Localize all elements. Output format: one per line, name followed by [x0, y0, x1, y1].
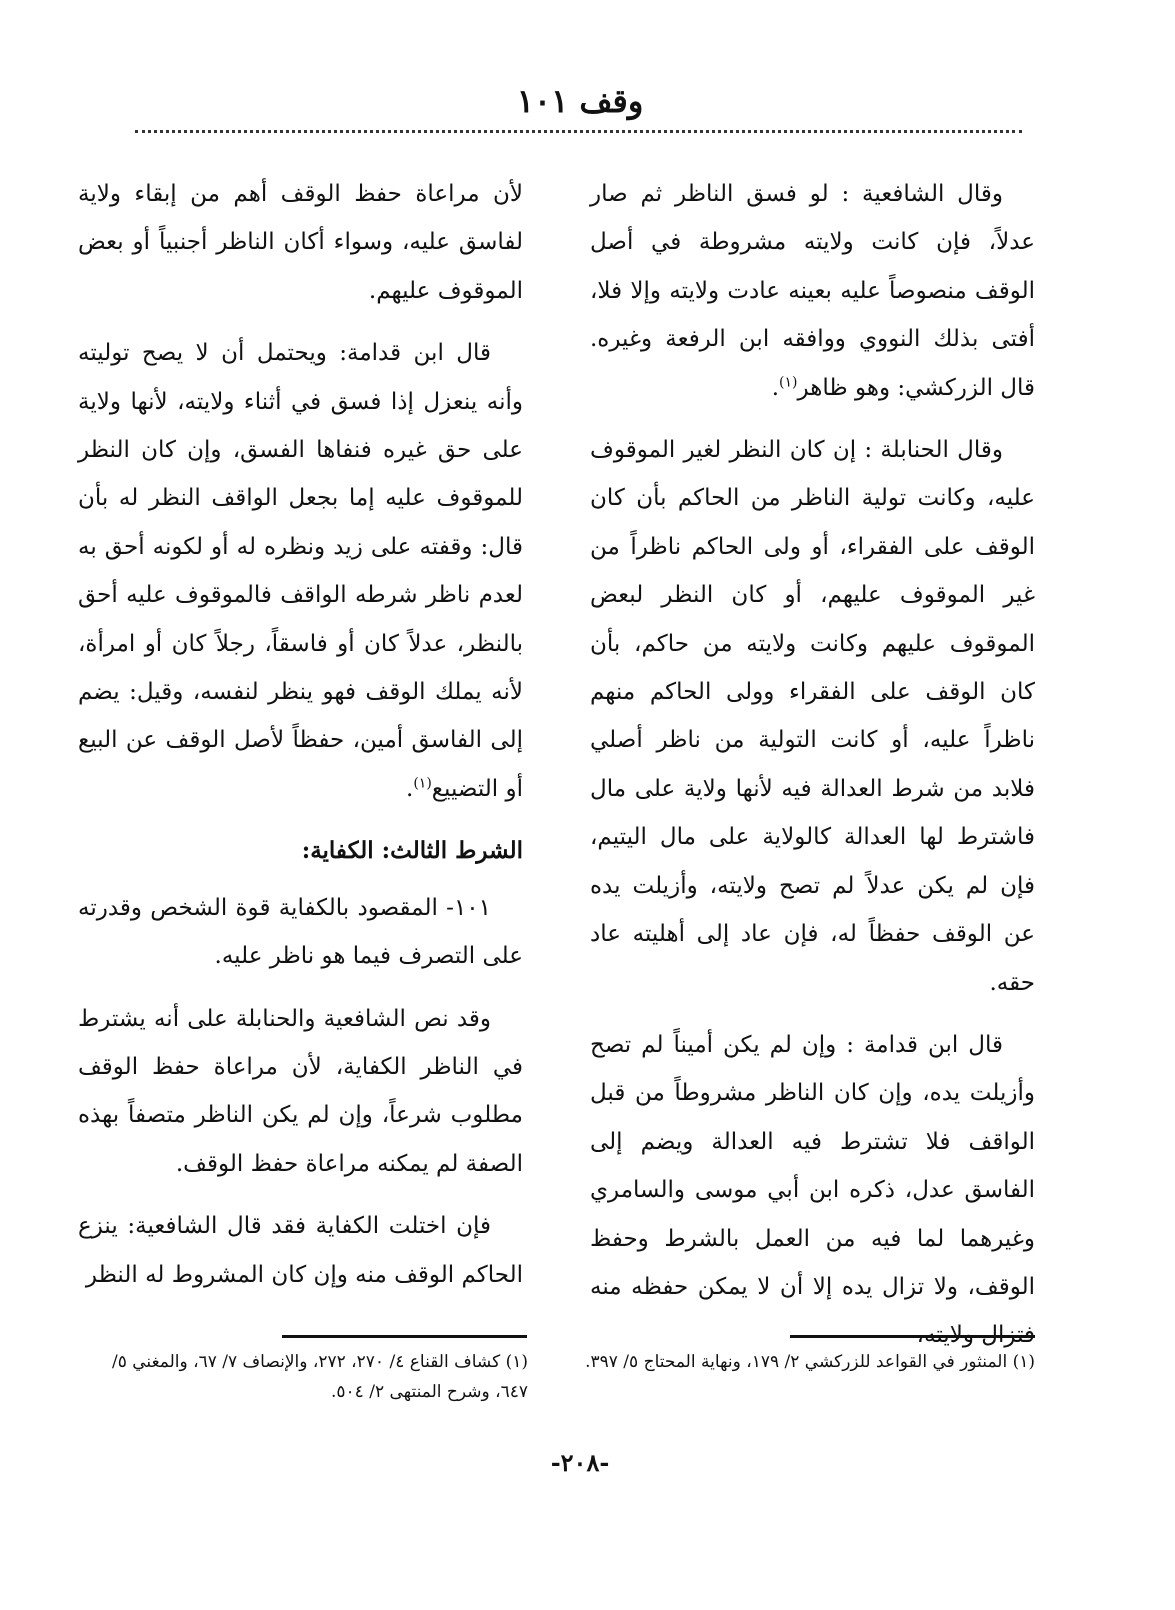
footnote-rule	[282, 1335, 527, 1338]
paragraph-end: .	[771, 374, 780, 401]
page-number: -٢٠٨-	[550, 1448, 610, 1477]
paragraph: لأن مراعاة حفظ الوقف أهم من إبقاء ولاية لفاسق عليه، وسواء أكان الناظر أجنبياً أو بعض الموقوف عليهم.	[78, 181, 523, 304]
paragraph: وقال الحنابلة : إن كان النظر لغير الموقوف عليه، وكانت تولية الناظر من الحاكم بأن كان الوقف على الفقراء، أو ولى الحاكم ناظراً من غير الموقوف عليهم، أو كان النظر لبعض الموقوف عليهم وكانت ولايته من حاكم، بأن كان الوقف على الفقراء وولى الحاكم منهم ناظراً عليه، أو كانت التولية من ناظر أصلي فلابد من شرط العدالة فيه لأنها ولاية على مال فاشترط لها العدالة كالولاية على مال اليتيم، فإن لم يكن عدلاً لم تصح ولايته، وأزيلت يده عن الوقف حفظاً له، فإن عاد إلى أهليته عاد حقه.	[590, 437, 1035, 996]
running-header: وقف ١٠١	[516, 82, 644, 120]
paragraph: قال ابن قدامة : وإن لم يكن أميناً لم تصح وأزيلت يده، وإن كان الناظر مشروطاً من قبل الواقف فلا تشترط فيه العدالة ويضم إلى الفاسق عدل، ذكره ابن أبي موسى والسامري وغيرهما لما فيه من العمل بالشرط وحفظ الوقف، ولا تزال يده إلا أن لا يمكن حفظه منه فتزال ولايته،	[590, 1031, 1035, 1349]
paragraph: فإن اختلت الكفاية فقد قال الشافعية: ينزع الحاكم الوقف منه وإن كان المشروط له النظر	[78, 1213, 523, 1288]
paragraph: وقد نص الشافعية والحنابلة على أنه يشترط في الناظر الكفاية، لأن مراعاة حفظ الوقف مطلوب شرعاً، وإن لم يكن الناظر متصفاً بهذه الصفة لم يمكنه مراعاة حفظ الوقف.	[78, 1005, 523, 1177]
footnote: (١) المنثور في القواعد للزركشي ٢/ ١٧٩، ونهاية المحتاج ٥/ ٣٩٧.	[585, 1352, 1035, 1372]
footnote-rule	[790, 1335, 1035, 1338]
section-heading: الشرط الثالث: الكفاية:	[301, 837, 523, 865]
footnote-marker: (١)	[413, 775, 432, 792]
paragraph-end: .	[406, 775, 414, 802]
footnote-marker: (١)	[779, 373, 798, 390]
header-dotted-divider	[135, 130, 1022, 133]
paragraph-text: قال ابن قدامة: ويحتمل أن لا يصح توليته وأنه ينعزل إذا فسق في أثناء ولايته، لأنها ولاية على حق غيره فنفاها الفسق، وإن كان النظر للموقوف عليه إما بجعل الواقف النظر له بأن قال: وقفته على زيد ونظره له أو لكونه أحق به لعدم ناظر شرطه الواقف فالموقوف عليه أحق بالنظر، عدلاً كان أو فاسقاً، رجلاً كان أو امرأة، لأنه يملك الوقف فهو ينظر لنفسه، وقيل: يضم إلى الفاسق أمين، حفظاً لأصل الوقف عن البيع أو التضييع	[78, 340, 523, 802]
left-column	[78, 170, 523, 1313]
right-column	[590, 170, 1035, 1374]
paragraph-text: وقال الشافعية : لو فسق الناظر ثم صار عدلاً، فإن كانت ولايته مشروطة في أصل الوقف منصوصاً عليه بعينه عادت ولايته وإلا فلا، أفتى بذلك النووي ووافقه ابن الرفعة وغيره. قال الزركشي: وهو ظاهر	[590, 181, 1035, 401]
paragraph	[78, 329, 523, 813]
footnote: (١) كشاف القناع ٤/ ٢٧٠، ٢٧٢، والإنصاف ٧/ ٦٧، والمغني ٥/ ٦٤٧، وشرح المنتهى ٢/ ٥٠٤.	[111, 1352, 528, 1402]
paragraph	[590, 170, 1035, 412]
paragraph: ١٠١- المقصود بالكفاية قوة الشخص وقدرته على التصرف فيما هو ناظر عليه.	[78, 894, 523, 970]
